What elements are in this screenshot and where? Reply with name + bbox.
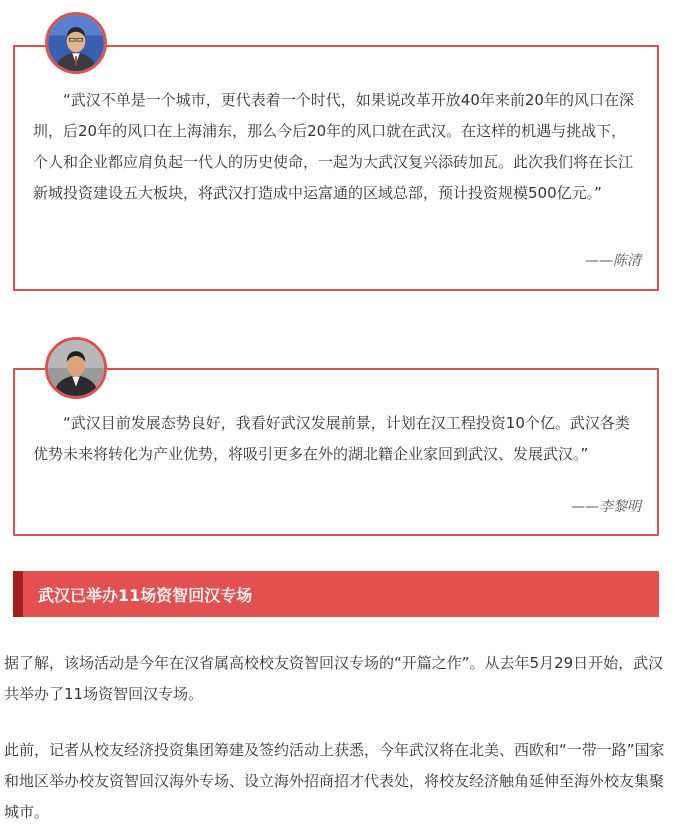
section-header	[13, 571, 659, 617]
quote-text: “武汉目前发展态势良好，我看好武汉发展前景，计划在汉工程投资10个亿。武汉各类优势未来将转化为产业优势，将吸引更多在外的湖北籍企业家回到武汉、发展武汉。”	[33, 414, 630, 463]
section-title: 武汉已举办11场资智回汉专场	[38, 586, 253, 605]
body-paragraph: 据了解，该场活动是今年在汉省属高校校友资智回汉专场的“开篇之作”。从去年5月29日开始，武汉共举办了11场资智回汉专场。	[4, 654, 664, 703]
body-paragraph: 此前，记者从校友经济投资集团筹建及签约活动上获悉，今年武汉将在北美、西欧和“一带一路”国家和地区举办校友资智回汉海外专场、设立海外招商招才代表处，将校友经济触角延伸至海外校友集聚城市。	[4, 741, 665, 821]
quote-signature: ——李黎明	[571, 499, 641, 515]
quote-card-1	[13, 45, 659, 291]
section-header-accent-bar	[13, 571, 23, 617]
speaker-avatar	[45, 337, 107, 399]
quote-text: “武汉不单是一个城市，更代表着一个时代，如果说改革开放40年来前20年的风口在深圳，后20年的风口在上海浦东，那么今后20年的风口就在武汉。在这样的机遇与挑战下，个人和企业都应肩负起一代人的历史使命，一起为大武汉复兴添砖加瓦。此次我们将在长江新城投资建设五大板块，将武汉打造成中运富通的区域总部，预计投资规模500亿元。”	[33, 91, 634, 202]
speaker-avatar	[45, 12, 107, 74]
quote-card-2	[13, 368, 659, 536]
quote-signature: ——陈清	[585, 253, 641, 269]
